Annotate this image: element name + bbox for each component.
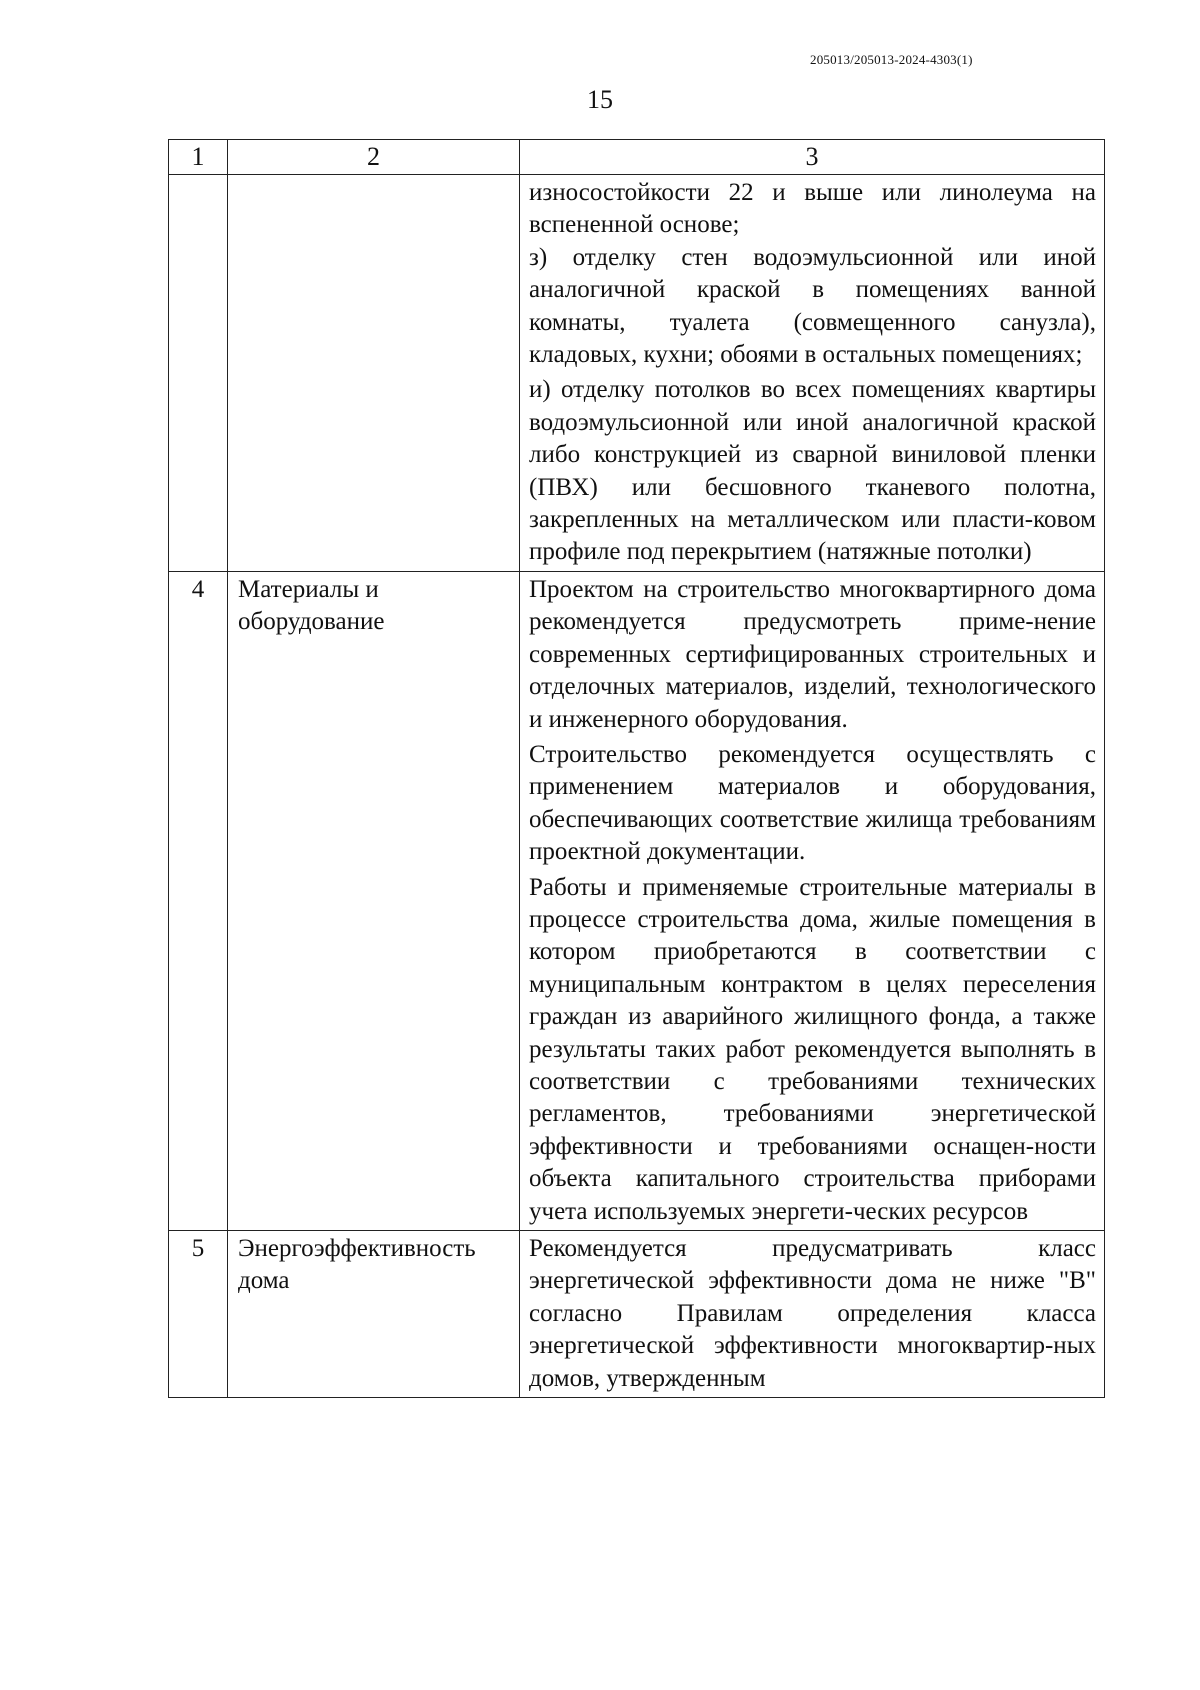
column-header: 1 bbox=[169, 140, 228, 175]
column-header: 2 bbox=[228, 140, 520, 175]
content-paragraph: Строительство рекомендуется осуществлять с применением материалов и оборудования, обеспечивающих соответствие жилища требованиям проектной документации. bbox=[529, 740, 1096, 866]
row-label bbox=[228, 175, 520, 572]
row-label: Материалы и оборудование bbox=[228, 571, 520, 1230]
row-number bbox=[169, 175, 228, 572]
row-number: 4 bbox=[169, 571, 228, 1230]
content-paragraph: з) отделку стен водоэмульсионной или иной аналогичной краской в помещениях ванной комнаты, туалета (совмещенного санузла), кладовых, кухни; обоями в остальных помещениях; bbox=[529, 243, 1096, 369]
row-content bbox=[520, 1231, 1105, 1398]
row-content bbox=[520, 175, 1105, 572]
table-row bbox=[169, 571, 1105, 1230]
content-paragraph: и) отделку потолков во всех помещениях квартиры водоэмульсионной или иной аналогичной краской либо конструкцией из сварной виниловой пленки (ПВХ) или бесшовного тканевого полотна, закрепленных на металлическом или пласти-ковом профиле под перекрытием (натяжные потолки) bbox=[529, 376, 1096, 566]
content-paragraph: износостойкости 22 и выше или линолеума на вспененной основе; bbox=[529, 179, 1096, 239]
row-content bbox=[520, 571, 1105, 1230]
row-label: Энергоэффективность дома bbox=[228, 1231, 520, 1398]
content-paragraph: Проектом на строительство многоквартирного дома рекомендуется предусмотреть приме-нение современных сертифицированных строительных и отделочных материалов, изделий, технологического и инженерного оборудования. bbox=[529, 575, 1096, 733]
requirements-table bbox=[168, 139, 1105, 1398]
table-row bbox=[169, 1231, 1105, 1398]
page-number: 15 bbox=[587, 85, 613, 114]
table-header-row bbox=[169, 140, 1105, 175]
row-number: 5 bbox=[169, 1231, 228, 1398]
content-paragraph: Работы и применяемые строительные материалы в процессе строительства дома, жилые помещения в котором приобретаются в соответствии с муниципальным контрактом в целях переселения граждан из аварийного жилищного фонда, а также результаты таких работ рекомендуется выполнять в соответствии с требованиями технических регламентов, требованиями энергетической эффективности и требованиями оснащен-ности объекта капитального строительства приборами учета используемых энергети-ческих ресурсов bbox=[529, 873, 1096, 1225]
content-paragraph: Рекомендуется предусматривать класс энергетической эффективности дома не ниже "B" согласно Правилам определения класса энергетической эффективности многоквартир-ных домов, утвержденным bbox=[529, 1235, 1096, 1392]
table-row bbox=[169, 175, 1105, 572]
column-header: 3 bbox=[520, 140, 1105, 175]
document-code: 205013/205013-2024-4303(1) bbox=[810, 52, 973, 67]
